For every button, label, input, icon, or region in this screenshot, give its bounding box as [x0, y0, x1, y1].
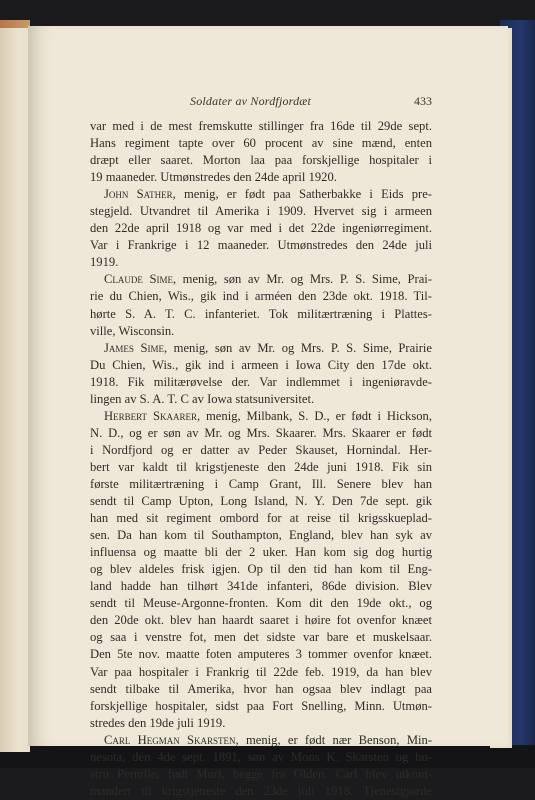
line-text: Hans regiment tapte over 60 procent av sine mænd, enten — [90, 136, 432, 151]
text-line — [90, 135, 432, 152]
line-text: og saa i venstre fot, men det sidste var bare et muskelsaar. — [90, 630, 432, 645]
line-text: , menig, søn av Mr. og Mrs. P. S. Sime, Prairie — [163, 340, 432, 355]
text-line — [90, 323, 432, 340]
line-text: bert var kaldt til krigstjeneste den 24de juni 1918. Fik sin — [90, 459, 432, 474]
book-gutter — [0, 22, 30, 752]
text-line — [90, 220, 432, 237]
page-header — [90, 94, 432, 108]
line-text: Du Chien, Wis., gik ind i armeen i Iowa City den 17de okt. — [90, 357, 432, 372]
text-line — [90, 186, 432, 203]
person-name: John Sather — [104, 187, 173, 202]
line-text: Den 5te nov. maatte foten amputeres 3 tommer ovenfor knæet. — [90, 647, 432, 662]
text-line — [90, 783, 432, 800]
text-line — [90, 681, 432, 698]
line-text: , menig, søn av Mr. og Mrs. P. S. Sime, Prai- — [172, 272, 432, 287]
text-line — [90, 391, 432, 408]
text-line — [90, 340, 432, 357]
line-text: N. D., og er søn av Mr. og Mrs. Skaarer. Mrs. Skaarer er født — [90, 425, 432, 440]
text-line — [90, 612, 432, 629]
line-text: lingen av S. A. T. C av Iowa statsuniversitet. — [90, 391, 315, 406]
line-text: stredes den 19de juli 1919. — [90, 715, 226, 730]
line-text: dræpt eller saaret. Morton laa paa forskjellige hospitaler i — [90, 153, 432, 168]
line-text: sen. Da han kom til Southampton, England, blev han syk av — [90, 528, 432, 543]
line-text: i Nordfjord og er datter av Peder Skauset, Hornindal. Her- — [90, 442, 432, 457]
line-text: sendt til Meuse-Argonne-fronten. Kom dit den 19de okt., og — [90, 596, 432, 611]
text-line — [90, 442, 432, 459]
running-title: Soldater av Nordfjordæt — [190, 94, 312, 108]
line-text: 1918. Fik militærøvelse der. Var indlemmet i ingeniøravde- — [90, 374, 432, 389]
line-text: Var i Frankrige i 12 maaneder. Utmønstredes den 24de juli — [90, 238, 432, 253]
line-text: influensa og maatte bli der 2 uker. Han kom sig dog hurtig — [90, 545, 432, 560]
text-line — [90, 629, 432, 646]
text-line — [90, 169, 432, 186]
line-text: han med sit regiment ombord for at reise til krigsskueplad- — [90, 511, 432, 526]
line-text: , menig, er født paa Satherbakke i Eids pre- — [172, 187, 432, 202]
text-line — [90, 118, 432, 135]
line-text: sendt tilbake til Amerika, hvor han ogsaa blev indlagt paa — [90, 681, 432, 696]
line-text: hørte S. A. T. C. infanteriet. Tok militærtræning i Plattes- — [90, 306, 432, 321]
line-text: rie du Chien, Wis., gik ind i arméen den 23de okt. 1918. Til- — [90, 289, 432, 304]
line-text: 1919. — [90, 255, 119, 270]
person-name: Claude Sime — [104, 272, 173, 287]
line-text: første militærtræning i Camp Grant, Ill. Senere blev han — [90, 476, 432, 491]
line-text: sendt til Camp Upton, Long Island, N. Y. Den 7de sept. gik — [90, 494, 432, 509]
text-line — [90, 595, 432, 612]
line-text: stru Pernille, født Muri, begge fra Olden. Carl blev utkom- — [90, 766, 432, 781]
text-line — [90, 578, 432, 595]
text-line — [90, 698, 432, 715]
text-line — [90, 306, 432, 323]
text-line — [90, 715, 432, 732]
text-line — [90, 203, 432, 220]
text-line — [90, 357, 432, 374]
line-text: var med i de mest fremskutte stillinger fra 16de til 29de sept. — [90, 119, 432, 133]
line-text: forskjellige hospitaler, sidst paa Fort Snelling, Minn. Utmøn- — [90, 698, 432, 713]
text-line — [90, 288, 432, 305]
line-text: og blev aldeles frisk igjen. Op til den tid han kom til Eng- — [90, 562, 432, 577]
person-name: Herbert Skaarer — [104, 408, 197, 423]
text-line — [90, 237, 432, 254]
text-line — [90, 664, 432, 681]
text-line — [90, 374, 432, 391]
text-line — [90, 493, 432, 510]
line-text: nesota, den 4de sept. 1891, søn av Mons K. Skarsten og hu- — [90, 749, 432, 764]
text-line — [90, 459, 432, 476]
text-line — [90, 425, 432, 442]
text-line — [90, 271, 432, 288]
spine-headband — [0, 20, 30, 28]
line-text: mandert til krigstjeneste den 23de juli 1918. Tjenestgjorde — [90, 783, 432, 798]
line-text: land hadde han tilhørt 341de infanteri, 86de division. Blev — [90, 579, 432, 594]
text-line — [90, 510, 432, 527]
line-text: 19 maaneder. Utmønstredes den 24de april 1920. — [90, 170, 337, 185]
text-line — [90, 766, 432, 783]
text-line — [90, 646, 432, 663]
person-name: Carl Hegman Skarsten — [104, 732, 236, 747]
text-line — [90, 732, 432, 749]
line-text: , menig, er født nær Benson, Min- — [235, 732, 432, 747]
line-text: den 22de april 1918 og var med i det 22de ingeniørregiment. — [90, 221, 432, 236]
text-line — [90, 254, 432, 271]
body-text — [90, 118, 432, 800]
line-text: ville, Wisconsin. — [90, 323, 175, 338]
line-text: , menig, Milbank, S. D., er født i Hickson, — [196, 408, 432, 423]
text-line — [90, 749, 432, 766]
page-number: 433 — [414, 94, 432, 108]
text-line — [90, 544, 432, 561]
text-line — [90, 476, 432, 493]
text-line — [90, 408, 432, 425]
line-text: den 20de okt. blev han haardt saaret i høire fot ovenfor knæet — [90, 613, 432, 628]
person-name: James Sime — [104, 340, 164, 355]
text-line — [90, 561, 432, 578]
line-text: stegjeld. Utvandret til Amerika i 1909. Hvervet sig i armeen — [90, 204, 432, 219]
text-line — [90, 152, 432, 169]
line-text: Var paa hospitaler i Frankrig til 22de feb. 1919, da han blev — [90, 664, 432, 679]
text-line — [90, 527, 432, 544]
